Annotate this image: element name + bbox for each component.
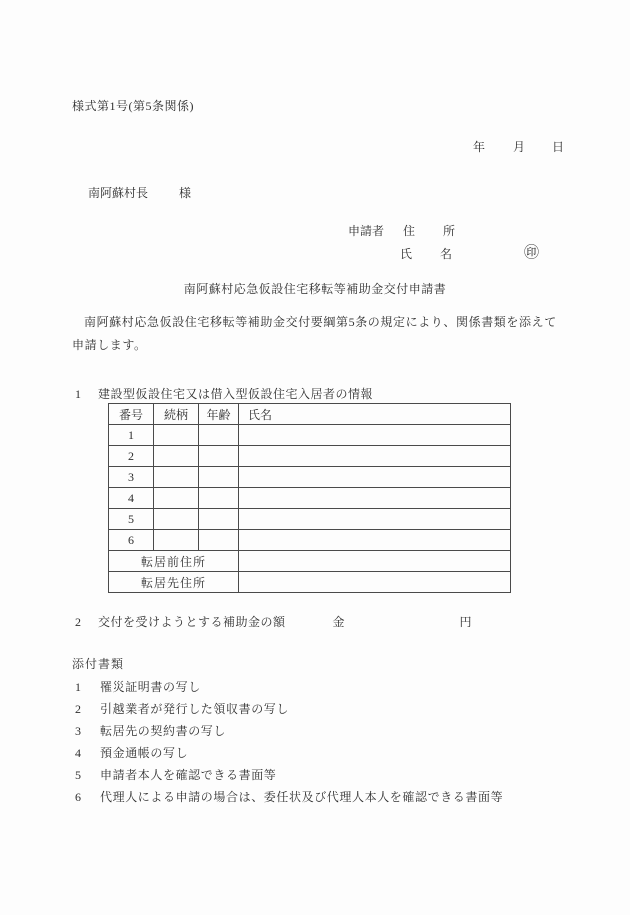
name-cell [239,446,511,467]
age-cell [199,467,239,488]
body-paragraph: 南阿蘇村応急仮設住宅移転等補助金交付要綱第5条の規定により、関係書類を添えて申請します。 [72,315,557,352]
row-number-cell: 4 [109,488,154,509]
section2-heading [75,613,472,630]
attachments-heading: 添付書類 [72,657,125,671]
section2-title: 交付を受けようとする補助金の額 [98,615,286,629]
section2-number: 2 [75,615,81,629]
relation-cell [154,509,199,530]
section1-title: 建設型仮設住宅又は借入型仮設住宅入居者の情報 [98,387,374,401]
row-number-cell: 3 [109,467,154,488]
date-line [0,138,630,154]
residents-table [108,403,511,593]
applicant-address-line [348,222,463,239]
name-cell [239,509,511,530]
attachment-number: 4 [75,746,81,760]
attachment-number: 5 [75,768,81,782]
previous-address-label: 転居前住所 [109,551,239,572]
name-cell [239,530,511,551]
attachment-number: 3 [75,724,81,738]
col-header-age: 年齢 [199,404,239,425]
col-header-name: 氏名 [239,404,511,425]
amount-prefix: 金 [332,615,345,629]
attachment-item [75,722,226,739]
age-cell [199,488,239,509]
document-title: 南阿蘇村応急仮設住宅移転等補助金交付申請書 [183,282,447,296]
row-number-cell: 5 [109,509,154,530]
attachment-item [75,700,289,717]
attachment-text: 転居先の契約書の写し [100,724,227,738]
age-cell [199,509,239,530]
attachment-text: 代理人による申請の場合は、委任状及び代理人本人を確認できる書面等 [100,790,504,804]
table-row [109,530,511,551]
table-header-row [109,404,511,425]
row-number-cell: 2 [109,446,154,467]
age-cell [199,446,239,467]
applicant-name-label: 氏 名 [400,247,461,261]
relation-cell [154,446,199,467]
seal-mark-icon: ㊞ [524,245,540,261]
date-year-label: 年 [473,140,486,154]
attachment-item [75,678,201,695]
date-month-label: 月 [513,140,526,154]
name-cell [239,425,511,446]
attachment-number: 2 [75,702,81,716]
table-row [109,488,511,509]
attachment-text: 引越業者が発行した領収書の写し [100,702,290,716]
age-cell [199,425,239,446]
relation-cell [154,467,199,488]
table-row [109,509,511,530]
section1-number: 1 [75,387,81,401]
col-header-relation: 続柄 [154,404,199,425]
table-row [109,425,511,446]
attachment-text: 罹災証明書の写し [100,680,201,694]
addressee-honorific: 様 [179,186,192,200]
table-row [109,446,511,467]
name-cell [239,488,511,509]
previous-address-value [239,551,511,572]
relation-cell [154,425,199,446]
attachment-item [75,744,188,761]
addressee-line [88,184,191,201]
table-row [109,467,511,488]
new-address-row [109,572,511,593]
row-number-cell: 1 [109,425,154,446]
attachment-text: 申請者本人を確認できる書面等 [100,768,277,782]
form-number: 様式第1号(第5条関係) [72,99,194,113]
addressee-name: 南阿蘇村長 [88,186,149,200]
amount-suffix: 円 [459,615,472,629]
relation-cell [154,530,199,551]
col-header-number: 番号 [109,404,154,425]
age-cell [199,530,239,551]
applicant-address-label: 住 所 [403,224,464,238]
name-cell [239,467,511,488]
attachment-text: 預金通帳の写し [100,746,189,760]
new-address-value [239,572,511,593]
attachment-number: 6 [75,790,81,804]
attachment-item [75,766,276,783]
row-number-cell: 6 [109,530,154,551]
new-address-label: 転居先住所 [109,572,239,593]
date-day-label: 日 [552,140,565,154]
relation-cell [154,488,199,509]
section1-heading [75,385,373,402]
attachment-item [75,788,503,805]
attachment-number: 1 [75,680,81,694]
applicant-label: 申請者 [348,224,385,238]
previous-address-row [109,551,511,572]
